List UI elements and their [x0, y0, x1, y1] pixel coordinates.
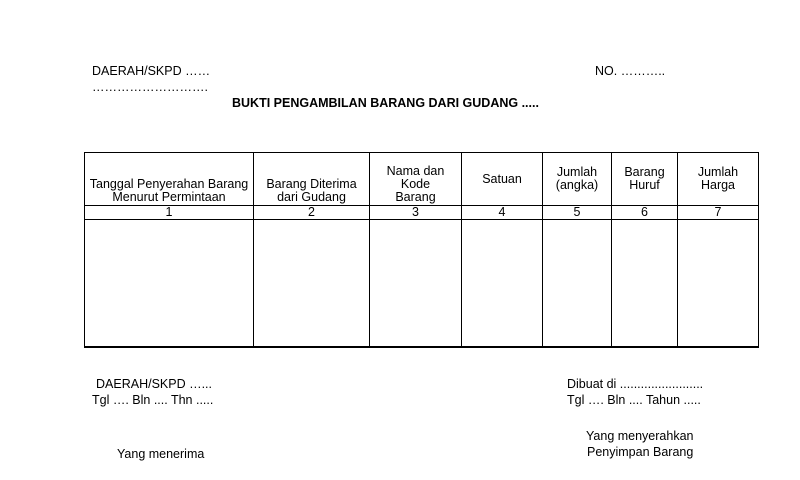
column-number: 6 — [612, 206, 678, 220]
column-number: 4 — [462, 206, 543, 220]
column-number: 3 — [370, 206, 462, 220]
document-title: BUKTI PENGAMBILAN BARANG DARI GUDANG ..... — [232, 96, 539, 110]
footer-left-date: Tgl …. Bln .... Thn ..... — [92, 393, 214, 407]
table-cell — [254, 220, 370, 348]
column-header-nama-kode: Nama dan Kode Barang — [370, 153, 462, 206]
table-number-row — [85, 206, 759, 220]
header-daerah: DAERAH/SKPD …… — [92, 64, 211, 78]
table-body-row — [85, 220, 759, 348]
table-cell — [543, 220, 612, 348]
column-header-jumlah-angka: Jumlah (angka) — [543, 153, 612, 206]
column-header-barang-huruf: Barang Huruf — [612, 153, 678, 206]
column-number: 1 — [85, 206, 254, 220]
column-header-satuan: Satuan — [462, 153, 543, 206]
footer-right-place: Dibuat di ........................ — [567, 377, 704, 391]
table-cell — [462, 220, 543, 348]
column-header-tanggal: Tanggal Penyerahan Barang Menurut Permintaan — [85, 153, 254, 206]
goods-table — [84, 152, 759, 348]
table-cell — [85, 220, 254, 348]
header-dots-line: ………………………. — [92, 80, 208, 94]
footer-right-signature-title: Penyimpan Barang — [587, 445, 694, 459]
column-number: 7 — [678, 206, 759, 220]
footer-right-signature-role: Yang menyerahkan — [586, 429, 694, 443]
column-number: 5 — [543, 206, 612, 220]
footer-left-daerah: DAERAH/SKPD …... — [96, 377, 212, 391]
footer-left-signature: Yang menerima — [117, 447, 205, 461]
table-cell — [612, 220, 678, 348]
table-cell — [678, 220, 759, 348]
column-header-jumlah-harga: Jumlah Harga — [678, 153, 759, 206]
header-number: NO. ……….. — [595, 64, 666, 78]
column-header-barang-diterima: Barang Diterima dari Gudang — [254, 153, 370, 206]
table-cell — [370, 220, 462, 348]
table-header-row — [85, 153, 759, 206]
footer-right-date: Tgl …. Bln .... Tahun ..... — [567, 393, 701, 407]
column-number: 2 — [254, 206, 370, 220]
